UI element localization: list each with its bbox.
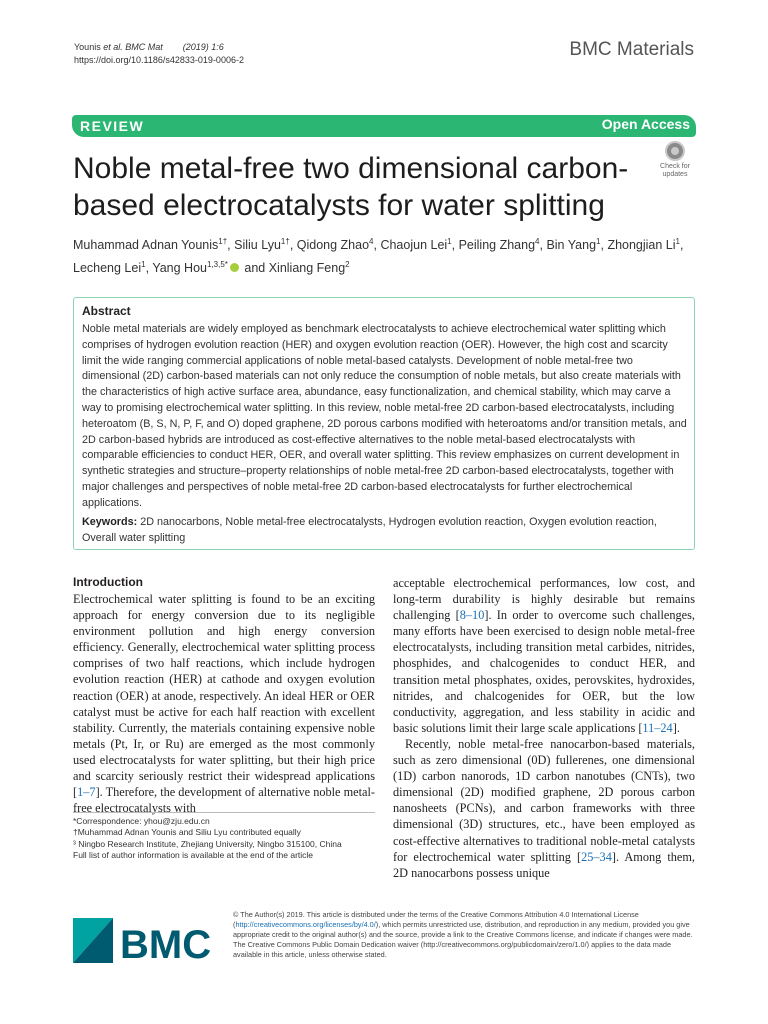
author-name: and Xinliang Feng <box>244 261 346 276</box>
bmc-logo-text: BMC <box>120 923 212 967</box>
author-name: Peiling Zhang <box>458 238 536 253</box>
author-affiliation-marker: 4 <box>535 237 540 246</box>
article-type-label: REVIEW <box>80 118 145 134</box>
citation-block <box>74 41 244 67</box>
paragraph-text: acceptable electrochemical performances, low cost, and long-term durability is highly desirable but remains challenging [ <box>393 576 695 623</box>
license-part: ), which permits unrestricted use, distribution, and reproduction in any medium, provided you give appropriate credit to the original author(s) and the source, provide a link to the Creative Commons license, and indicate if changes were made. The Creative Commons Public Domain Dedication waiver (http://creativecommons.org/publicdomain/zero/1.0/) applies to the data made available in this article, unless otherwise stated. <box>233 920 693 959</box>
author-line-1 <box>73 232 698 255</box>
author-affiliation-marker: 1,3,5* <box>206 260 228 270</box>
paragraph <box>393 575 695 736</box>
keywords-list: 2D nanocarbons, Noble metal-free electrocatalysts, Hydrogen evolution reaction, Oxygen evolution reaction, Overall water splitting <box>82 516 657 544</box>
author-affiliation-marker: 1 <box>675 237 680 246</box>
author-name: Siliu Lyu <box>234 238 281 253</box>
author-separator: , <box>600 238 608 253</box>
paragraph-text: Recently, noble metal-free nanocarbon-based materials, such as zero dimensional (0D) fullerenes, one dimensional (1D) carbon nanorods, 1D carbon nanotubes (CNTs), two dimensional (2D) modified graphene, 2D porous carbon nanosheets (PCNs), and carbon frameworks with three dimensional (3D) structures, etc., have been employed as cost-effective alternatives to traditional noble-metal catalysts for electrochemical water splitting [ <box>393 736 695 864</box>
author-name: Zhongjian Li <box>607 238 676 253</box>
footnote-affiliation: ³ Ningbo Research Institute, Zhejiang University, Ningbo 315100, China <box>73 838 342 849</box>
paragraph-text: ]. <box>672 720 680 735</box>
author-affiliation-marker: 1 <box>141 260 146 270</box>
check-updates-icon <box>665 141 685 161</box>
author-name: Qidong Zhao <box>296 238 370 253</box>
citation-line <box>74 41 244 54</box>
abstract-box <box>73 297 695 550</box>
citation-link[interactable]: 25–34 <box>581 849 612 864</box>
citation-year: (2019) 1:6 <box>182 42 224 52</box>
author-separator: , <box>451 238 459 253</box>
author-affiliation-marker: 1 <box>447 237 452 246</box>
abstract-text: Noble metal materials are widely employed as benchmark electrocatalysts to achieve electrochemical water splitting which comprises of hydrogen evolution reaction (HER) and oxygen evolution reaction (OER). However, the high cost and scarcity limit the wide ranging commercial applications of noble metal-based catalysts. Development of noble metal-free two dimensional (2D) carbon-based materials can not only reduce the consumption of noble metals, but also create materials with the characteristics of high active surface area, abundance, easy functionalization, and chemical stability, which may carve a way to promising electrochemical water splitting. In this review, noble metal-free 2D carbon-based electrocatalysts, including heteroatom (B, S, N, P, F, and O) doped graphene, 2D porous carbons modified with heteroatoms and/or transition metals, and 2D carbon-based hybrids are introduced as cost-effective alternatives to the noble metal-based electrocatalysts with comparable efficiencies to conduct HER, OER, and overall water splitting. This review emphasizes on current development in synthetic strategies and structure–property relationships of noble metal-free 2D carbon-based electrocatalysts, together with major challenges and perspectives of noble metal-free 2D carbon-based electrocatalysts for further electrochemical applications. <box>82 323 687 509</box>
footnote-full-list: Full list of author information is available at the end of the article <box>73 849 314 860</box>
footnote-correspondence: *Correspondence: yhou@zju.edu.cn <box>73 816 210 826</box>
author-affiliation-marker: 1 <box>596 237 601 246</box>
orcid-icon[interactable] <box>230 263 239 272</box>
journal-name: BMC Materials <box>569 39 694 60</box>
citation-link[interactable]: 8–10 <box>459 608 485 623</box>
paragraph-text: Electrochemical water splitting is found to be an exciting approach for energy conversion due to its negligible environment pollution and high energy conversion efficiency. Generally, electrochemical water splitting process comprises of two half reactions, which include hydrogen evolution reaction (HER) at cathode and oxygen evolution reaction (OER) at anode, respectively. An ideal HER or OER catalyst must be active for each half reaction with excellent stability. Currently, the materials containing expensive noble metals (Pt, Ir, or Ru) are emerged as the most commonly used electrocatalysts for water splitting, but their high price and scarcity seriously restrict their widespread applications [ <box>73 592 375 800</box>
article-type-band <box>72 115 696 137</box>
license-part: © The Author(s) 2019. This article is distributed under the terms of the Creative Commons Attribution 4.0 International License ( <box>233 910 639 929</box>
bmc-logo-icon <box>73 913 223 973</box>
author-line-2 <box>73 255 698 278</box>
footnotes <box>73 812 375 861</box>
citation-link[interactable]: 1–7 <box>77 785 96 800</box>
check-updates-line2: updates <box>662 170 688 178</box>
article-title: Noble metal-free two dimensional carbon-based electrocatalysts for water splitting <box>73 152 629 222</box>
author-affiliation-marker: 1† <box>280 237 290 246</box>
paragraph-text: ]. Therefore, the development of alternative noble metal-free electrocatalysts with <box>73 785 375 816</box>
check-for-updates-badge[interactable] <box>655 141 695 181</box>
author-separator: , <box>539 238 547 253</box>
section-heading-introduction: Introduction <box>73 575 143 589</box>
license-link[interactable]: http://creativecommons.org/licenses/by/4.0/ <box>235 920 376 929</box>
bmc-logo <box>73 913 223 973</box>
author-name: Chaojun Lei <box>380 238 448 253</box>
citation-link[interactable]: 11–24 <box>642 720 673 735</box>
author-separator: , <box>227 238 235 253</box>
body-column-right <box>393 575 695 881</box>
author-affiliation-marker: 1† <box>218 237 228 246</box>
footnote-equal-contribution: †Muhammad Adnan Younis and Siliu Lyu contributed equally <box>73 827 301 838</box>
body-column-left <box>73 575 375 816</box>
author-name: Lecheng Lei <box>73 261 142 276</box>
paragraph-text: ]. In order to overcome such challenges, many efforts have been exercised to design noble metal-free electrocatalysts, including transition metal carbides, nitrides, phosphides, and chalcogenides to conduct HER, and transition metal phosphates, oxides, perovskites, hydroxides, nitrides, and chalcogenides for OER, but the low conductivity, aggregation, and less stability in acidic and basic solutions limit their large scale applications [ <box>393 608 695 735</box>
citation-authors: Younis <box>74 42 104 52</box>
paragraph-text: ]. Among them, 2D nanocarbons possess unique <box>393 849 695 880</box>
author-name: Yang Hou <box>152 261 207 276</box>
check-updates-text <box>655 163 695 178</box>
author-affiliation-marker: 2 <box>345 260 350 270</box>
author-separator: , <box>145 261 153 276</box>
citation-journal: et al. BMC Mat <box>103 42 163 52</box>
author-affiliation-marker: 4 <box>369 237 374 246</box>
keywords-label: Keywords: <box>82 516 138 528</box>
author-list <box>73 232 698 278</box>
author-separator: , <box>289 238 297 253</box>
author-separator: , <box>373 238 381 253</box>
check-updates-line1: Check for <box>660 163 690 170</box>
abstract-heading: Abstract <box>82 304 131 318</box>
open-access-label: Open Access <box>601 116 690 132</box>
license-text <box>233 910 695 960</box>
paragraph <box>393 736 695 881</box>
doi-link[interactable]: https://doi.org/10.1186/s42833-019-0006-2 <box>74 55 244 65</box>
author-separator: , <box>680 238 684 253</box>
author-name: Bin Yang <box>546 238 597 253</box>
keywords <box>82 515 688 547</box>
author-name: Muhammad Adnan Younis <box>73 238 219 253</box>
paragraph <box>73 591 375 816</box>
